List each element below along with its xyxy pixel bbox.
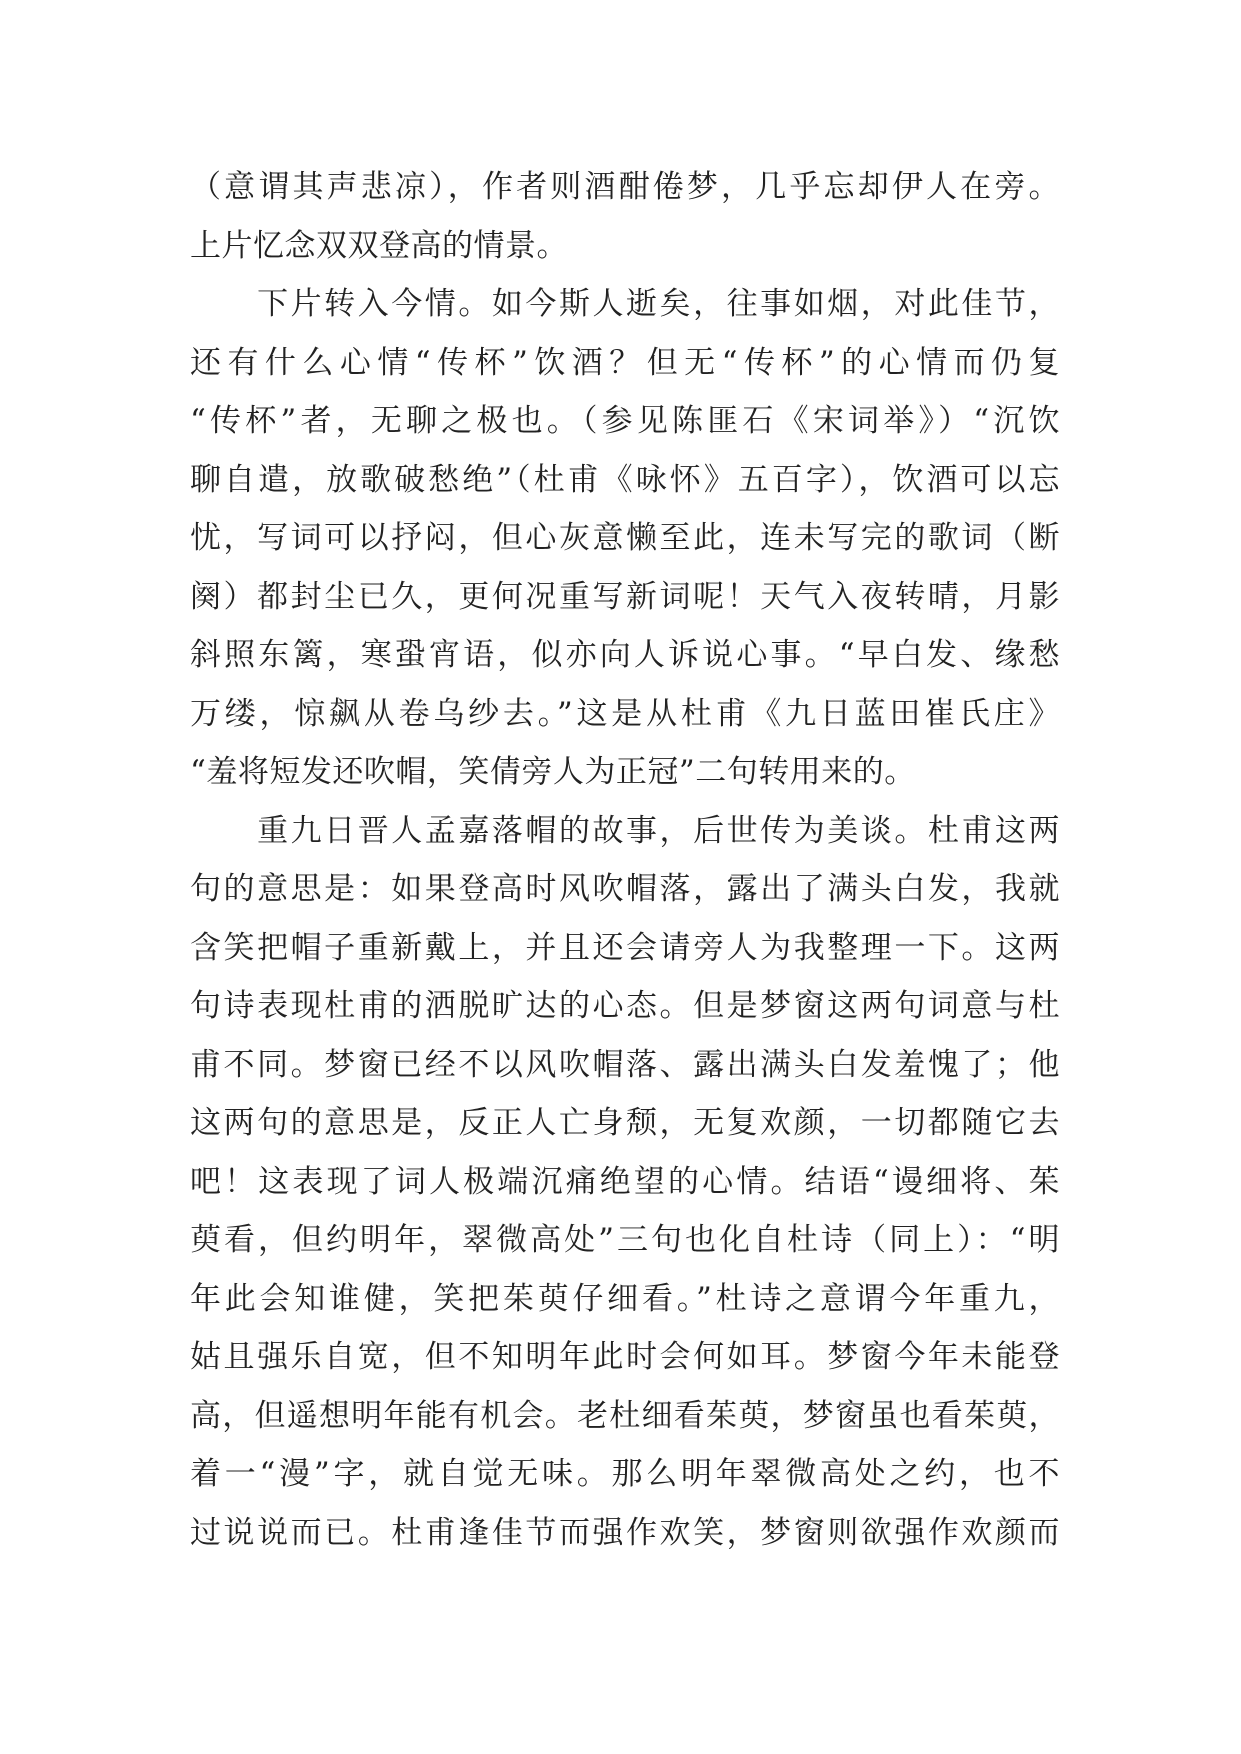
text-line: 萸看，但约明年，翠微高处”三句也化自杜诗（同上）：“明 [190, 1222, 1060, 1258]
text-line: 忧，写词可以抒闷，但心灰意懒至此，连未写完的歌词（断 [190, 520, 1060, 556]
text-line: 年此会知谁健，笑把茱萸仔细看。”杜诗之意谓今年重九， [190, 1280, 1060, 1317]
text-line: 吧！这表现了词人极端沉痛绝望的心情。结语“谩细将、茱 [190, 1163, 1060, 1200]
text-line: 高，但遥想明年能有机会。老杜细看茱萸，梦窗虽也看茱萸， [190, 1397, 1060, 1434]
text-line: “羞将短发还吹帽，笑倩旁人为正冠”二句转用来的。 [190, 754, 916, 790]
text-line: 着一“漫”字，就自觉无味。那么明年翠微高处之约，也不 [190, 1456, 1060, 1492]
text-line: 下片转入今情。如今斯人逝矣，往事如烟，对此佳节， [190, 286, 1060, 322]
text-line: 万缕，惊飙从卷乌纱去。”这是从杜甫《九日蓝田崔氏庄》 [190, 695, 1060, 732]
text-line: 含笑把帽子重新戴上，并且还会请旁人为我整理一下。这两 [190, 929, 1060, 966]
text-line: 还有什么心情“传杯”饮酒？但无“传杯”的心情而仍复 [190, 344, 1060, 381]
text-line: 这两句的意思是，反正人亡身颓，无复欢颜，一切都随它去 [190, 1105, 1060, 1141]
text-line: 句诗表现杜甫的洒脱旷达的心态。但是梦窗这两句词意与杜 [190, 988, 1060, 1024]
text-line: 句的意思是：如果登高时风吹帽落，露出了满头白发，我就 [190, 871, 1060, 907]
text-line: 聊自遣，放歌破愁绝”（杜甫《咏怀》五百字），饮酒可以忘 [190, 461, 1060, 498]
text-line: 斜照东篱，寒蛩宵语，似亦向人诉说心事。“早白发、缘愁 [190, 637, 1060, 673]
body-text [190, 158, 1060, 1562]
text-line: 姑且强乐自宽，但不知明年此时会何如耳。梦窗今年未能登 [190, 1339, 1060, 1375]
text-line: 阕）都封尘已久，更何况重写新词呢！天气入夜转晴，月影 [190, 578, 1060, 615]
text-line: 甫不同。梦窗已经不以风吹帽落、露出满头白发羞愧了；他 [190, 1046, 1060, 1083]
text-line: “传杯”者，无聊之极也。（参见陈匪石《宋词举》）“沉饮 [190, 403, 1060, 439]
text-line: 重九日晋人孟嘉落帽的故事，后世传为美谈。杜甫这两 [190, 812, 1060, 849]
text-line: 过说说而已。杜甫逢佳节而强作欢笑，梦窗则欲强作欢颜而 [190, 1514, 1060, 1551]
text-line: （意谓其声悲凉），作者则酒酣倦梦，几乎忘却伊人在旁。 [190, 169, 1060, 205]
text-line: 上片忆念双双登高的情景。 [190, 227, 568, 264]
